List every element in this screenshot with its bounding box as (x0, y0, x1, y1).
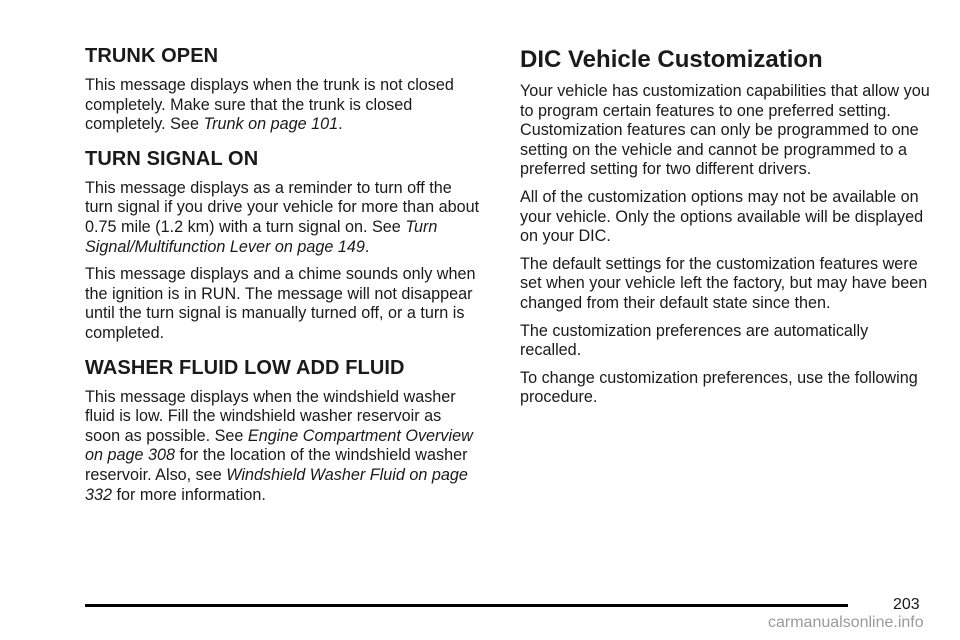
section-heading: TRUNK OPEN (85, 45, 219, 67)
paragraph: All of the customization options may not be available on your vehicle. Only the options available will be displayed on your DIC. (520, 187, 924, 246)
section-heading: TURN SIGNAL ON (85, 147, 259, 170)
paragraph: This message displays when the windshield washer fluid is low. Fill the windshield washer reservoir as soon as possible. See Engine Compartment Overview on page 308 for the location of the windshield washer reservoir. Also, see Windshield Washer Fluid on page 332 for more information. (85, 387, 473, 504)
page-number: 203 (893, 596, 920, 613)
footer-rule (85, 604, 848, 607)
cross-reference-link[interactable]: Trunk on page 101 (203, 115, 339, 134)
paragraph: Your vehicle has customization capabilities that allow you to program certain features to one preferred setting. Customization features can only be programmed to one setting on the vehicle and cannot be programmed to a preferred setting for two different drivers. (520, 82, 930, 179)
right-column (520, 46, 930, 416)
cross-reference-link[interactable]: Windshield Washer Fluid on page 332 (85, 465, 468, 504)
section-heading-dic-customization: DIC Vehicle Customization (520, 46, 823, 73)
paragraph: To change customization preferences, use the following procedure. (520, 368, 918, 407)
paragraph: This message displays and a chime sounds only when the ignition is in RUN. The message will not disappear until the turn signal is manually turned off, or a turn is completed. (85, 265, 476, 342)
paragraph: This message displays when the trunk is not closed completely. Make sure that the trunk is closed completely. See Trunk on page 101. (85, 76, 454, 134)
section-washer-fluid-low (85, 356, 480, 506)
paragraph: The customization preferences are automatically recalled. (520, 321, 869, 360)
paragraph: The default settings for the customization features were set when your vehicle left the factory, but may have been changed from their default state since then. (520, 254, 928, 312)
left-column (85, 44, 480, 517)
section-heading: WASHER FLUID LOW ADD FLUID (85, 356, 405, 379)
cross-reference-link[interactable]: Engine Compartment Overview on page 308 (85, 426, 473, 465)
section-turn-signal-on (85, 147, 480, 344)
section-trunk-open (85, 44, 480, 135)
cross-reference-link[interactable]: Turn Signal/Multifunction Lever on page 149 (85, 217, 438, 256)
watermark: carmanualsonline.info (768, 614, 924, 631)
paragraph: This message displays as a reminder to turn off the turn signal if you drive your vehicle for more than about 0.75 mile (1.2 km) with a turn signal on. See Turn Signal/Multifunction Lever on page 149. (85, 178, 480, 256)
